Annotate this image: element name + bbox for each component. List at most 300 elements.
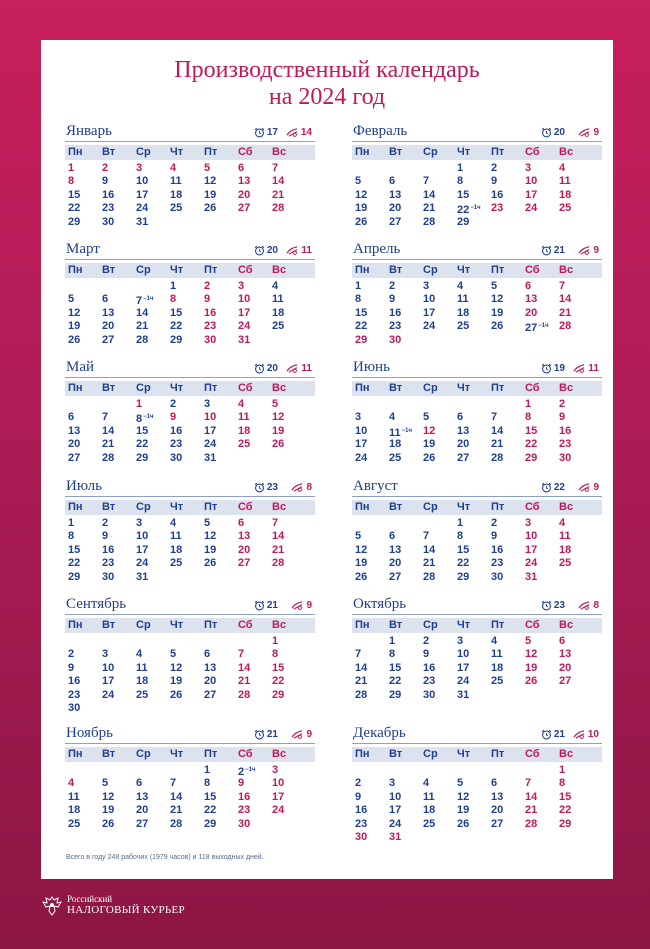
day-cell [420,216,454,229]
day-number: 20 [389,557,402,570]
day-number: 3 [102,648,109,661]
alarm-clock-icon [254,482,265,493]
day-number: 13 [204,661,217,674]
day-number: 27 [102,333,115,346]
day-cell [201,398,235,411]
weekday-label: Пт [491,146,505,158]
days-off-stat [578,600,599,611]
day-cell [133,307,167,320]
day-cell [352,320,386,333]
weekday-label: Ср [136,382,151,394]
day-number: 2 [491,517,498,529]
day-number: 23 [68,688,81,701]
day-cell [65,571,99,584]
day-number: 6 [491,777,498,790]
sunbed-icon [578,245,591,256]
day-cell [488,411,522,424]
day-cell [235,662,269,675]
day-cell [133,411,167,424]
day-number: 11 [238,411,250,424]
day-number: 3 [423,280,430,292]
weekday-label: Вт [102,382,116,394]
day-cell [488,557,522,570]
day-number: 12 [423,424,436,437]
day-number: 15 [525,424,538,437]
day-cell [133,320,167,333]
title-line-1: Производственный календарь [174,57,480,83]
day-number: 15 [170,306,183,319]
weekday-label: Вт [389,748,403,760]
days-off-count: 11 [588,363,599,374]
day-cell [352,175,386,188]
weekday-header-row [352,263,602,278]
day-cell [556,452,590,465]
sunbed-icon [286,363,299,374]
day-cell [556,175,590,188]
page-title [41,57,613,111]
day-cell [386,452,420,465]
weekday-label: Пн [68,619,83,631]
day-cell [420,175,454,188]
day-cell [99,162,133,175]
day-number: 7 [423,175,430,188]
weekday-header-row [65,381,315,396]
day-cell [201,452,235,465]
day-number: 25 [136,688,149,701]
weekday-label: Пн [355,619,370,631]
day-number: 24 [355,451,368,464]
day-number: 17 [136,543,149,556]
day-cell [522,544,556,557]
days-off-stat [291,729,312,740]
day-cell [556,398,590,411]
day-cell [201,675,235,688]
day-number: 4 [423,777,430,790]
day-number: 20 [389,202,402,215]
day-cell [235,804,269,817]
day-cell [133,675,167,688]
day-number: 2 [238,766,245,778]
weekday-label: Сб [525,748,540,760]
day-number: 5 [204,162,211,174]
empty-cell [133,635,167,648]
day-number: 17 [389,804,402,817]
day-cell [133,648,167,661]
working-days-stat [541,245,565,256]
empty-cell [454,764,488,777]
days-off-count: 9 [306,729,312,740]
day-number: 27 [389,570,402,583]
day-cell [99,557,133,570]
day-cell [488,662,522,675]
day-number: 23 [491,557,504,570]
day-cell [133,438,167,451]
day-number: 26 [102,817,115,830]
working-days-count: 23 [266,482,278,493]
day-number: 3 [525,517,532,529]
day-cell [352,544,386,557]
month-name: Декабрь [353,725,406,741]
weekday-label: Ср [423,748,438,760]
day-number: 1 [272,635,279,647]
day-number: 8 [170,293,177,306]
day-cell [352,648,386,661]
day-cell [269,398,303,411]
day-number: 19 [170,675,183,688]
day-cell [269,320,303,333]
day-cell [269,764,303,777]
weekday-label: Пн [355,146,370,158]
day-cell [133,202,167,215]
day-number: 11 [136,661,148,674]
day-number: 16 [170,424,183,437]
day-number: 3 [136,517,143,529]
month-name: Август [353,478,398,494]
day-cell [99,293,133,306]
day-number: 17 [238,306,251,319]
day-cell [352,280,386,293]
weekday-label: Вс [559,501,574,513]
day-cell [386,280,420,293]
day-number: 17 [204,424,217,437]
day-number: 19 [355,557,368,570]
day-cell [133,517,167,530]
day-number: 17 [272,790,285,803]
day-number: 15 [68,188,81,201]
day-cell [522,293,556,306]
day-cell [167,307,201,320]
day-cell [133,791,167,804]
days-off-stat [291,482,312,493]
day-cell [488,818,522,831]
day-number: 30 [491,570,504,583]
day-number: 25 [389,451,402,464]
month-header [65,241,315,260]
sunbed-icon [286,127,299,138]
day-cell [167,280,201,293]
day-cell [65,818,99,831]
day-cell [269,411,303,424]
weekday-label: Сб [238,382,253,394]
empty-cell [167,764,201,777]
day-cell [99,544,133,557]
day-cell [522,648,556,661]
day-cell [167,557,201,570]
day-cell [65,517,99,530]
day-cell [556,544,590,557]
weekday-label: Вс [559,619,574,631]
day-number: 9 [238,777,245,790]
day-cell [235,320,269,333]
day-cell [235,398,269,411]
day-cell [488,189,522,202]
day-cell [235,307,269,320]
day-cell [167,452,201,465]
day-cell [65,777,99,790]
logo-line-2: НАЛОГОВЫЙ КУРЬЕР [67,904,185,916]
day-number: 10 [389,790,402,803]
day-number: 18 [136,675,149,688]
day-cell [420,320,454,333]
sunbed-icon [291,600,304,611]
day-cell [133,162,167,175]
day-cell [522,307,556,320]
weekday-label: Пт [204,501,218,513]
day-number: 25 [272,320,285,333]
day-cell [201,438,235,451]
weekday-label: Пт [204,619,218,631]
day-number: 7 [136,295,143,308]
day-number: 25 [491,675,504,688]
weekday-label: Вс [272,146,287,158]
month-block [352,725,602,843]
day-cell [269,530,303,543]
day-number: 26 [204,557,217,570]
day-number: 30 [389,333,402,346]
day-number: 3 [136,162,143,174]
title-line-2: на 2024 год [268,84,386,110]
empty-cell [522,764,556,777]
day-number: 31 [136,215,149,228]
day-cell [352,831,386,844]
empty-cell [352,764,386,777]
day-number: 21 [525,804,538,817]
day-number: 29 [457,215,470,228]
month-header [352,478,602,497]
day-number: 23 [389,320,402,333]
weekday-label: Вт [102,501,116,513]
day-number: 29 [355,333,368,346]
alarm-clock-icon [254,600,265,611]
day-cell [99,411,133,424]
day-number: 8 [525,411,532,424]
day-cell [386,689,420,702]
weekday-label: Пт [204,264,218,276]
working-days-count: 17 [266,127,278,138]
day-number: 13 [525,293,538,306]
day-number: 30 [355,830,368,843]
day-cell [488,571,522,584]
day-number: 2 [389,280,396,292]
days-off-count: 10 [587,729,599,740]
day-number: 29 [170,333,183,346]
day-cell [269,557,303,570]
day-cell [133,189,167,202]
day-cell [522,571,556,584]
day-number: 27 [559,675,572,688]
day-cell [65,293,99,306]
day-number: 12 [491,293,504,306]
day-number: 4 [272,280,279,292]
day-cell [352,438,386,451]
day-number: 23 [170,438,183,451]
day-cell [386,334,420,347]
day-cell [420,648,454,661]
weekday-label: Чт [457,382,471,394]
day-number: 16 [102,543,115,556]
short-day-note: −1ч [143,414,154,421]
day-cell [65,411,99,424]
day-number: 16 [238,790,251,803]
day-cell [201,202,235,215]
weekday-label: Пт [491,501,505,513]
month-block [65,725,315,837]
weekday-label: Сб [238,146,253,158]
day-number: 28 [423,215,436,228]
day-number: 14 [423,543,436,556]
day-cell [201,307,235,320]
day-number: 26 [491,320,504,333]
empty-cell [65,764,99,777]
day-cell [522,662,556,675]
day-number: 10 [272,777,285,790]
day-number: 27 [136,817,149,830]
day-cell [99,662,133,675]
day-number: 6 [559,635,566,647]
day-cell [386,648,420,661]
day-number: 18 [389,438,402,451]
day-number: 15 [559,790,572,803]
day-number: 23 [423,675,436,688]
day-number: 7 [525,777,532,790]
day-cell [167,517,201,530]
month-name: Октябрь [353,596,407,612]
day-cell [133,175,167,188]
day-cell [133,544,167,557]
days-off-count: 11 [301,363,312,374]
alarm-clock-icon [254,729,265,740]
day-cell [386,307,420,320]
day-number: 6 [389,530,396,543]
day-number: 22 [559,804,572,817]
day-number: 25 [238,438,251,451]
day-cell [65,689,99,702]
day-cell [269,280,303,293]
weekday-label: Чт [170,748,184,760]
month-header [352,725,602,744]
working-days-stat [254,729,278,740]
day-number: 24 [136,557,149,570]
day-cell [352,791,386,804]
day-number: 11 [457,293,469,306]
sunbed-icon [573,729,586,740]
day-number: 13 [238,530,251,543]
day-number: 21 [102,438,115,451]
day-number: 17 [457,661,470,674]
day-cell [454,438,488,451]
day-cell [235,517,269,530]
working-days-count: 19 [553,363,565,374]
day-cell [454,175,488,188]
day-cell [420,307,454,320]
empty-cell [488,764,522,777]
day-number: 12 [204,175,217,188]
day-cell [522,438,556,451]
day-cell [133,804,167,817]
day-cell [99,804,133,817]
day-cell [420,635,454,648]
day-number: 23 [491,202,504,215]
day-number: 1 [457,517,464,529]
days-off-count: 8 [593,600,599,611]
day-cell [269,648,303,661]
day-cell [235,689,269,702]
day-cell [167,438,201,451]
working-days-count: 21 [553,729,565,740]
day-number: 10 [457,648,470,661]
day-cell [556,438,590,451]
weekday-label: Чт [457,264,471,276]
days-grid [352,764,602,844]
weekday-label: Вт [389,264,403,276]
day-number: 1 [559,764,566,776]
day-cell [201,280,235,293]
empty-cell [386,517,420,530]
day-cell [522,777,556,790]
day-number: 8 [68,530,75,543]
days-off-stat [578,245,599,256]
eagle-emblem-icon [42,895,62,917]
day-number: 9 [491,175,498,188]
empty-cell [386,398,420,411]
day-number: 29 [525,451,538,464]
day-cell [133,425,167,438]
month-block [65,478,315,590]
day-cell [235,425,269,438]
day-number: 17 [355,438,368,451]
day-number: 19 [355,202,368,215]
day-number: 13 [559,648,572,661]
day-number: 12 [355,188,368,201]
day-cell [454,307,488,320]
month-header [65,359,315,378]
day-number: 1 [457,162,464,174]
day-cell [386,216,420,229]
weekday-label: Вс [559,146,574,158]
day-cell [556,791,590,804]
day-number: 18 [170,543,183,556]
day-number: 13 [389,188,402,201]
day-cell [352,804,386,817]
weekday-label: Сб [525,501,540,513]
day-cell [235,818,269,831]
working-days-stat [254,245,278,256]
day-cell [522,411,556,424]
month-header [352,241,602,260]
day-number: 4 [238,398,245,410]
day-cell [454,216,488,229]
day-number: 30 [559,451,572,464]
weekday-label: Пн [355,264,370,276]
day-number: 11 [559,530,571,543]
day-cell [65,320,99,333]
day-number: 22 [389,675,402,688]
day-number: 23 [355,817,368,830]
day-number: 14 [559,293,572,306]
day-cell [99,334,133,347]
day-number: 14 [355,661,368,674]
day-cell [386,293,420,306]
weekday-label: Ср [136,501,151,513]
day-number: 5 [102,777,109,790]
day-cell [386,831,420,844]
weekday-label: Пт [491,382,505,394]
day-number: 14 [238,661,251,674]
day-number: 16 [68,675,81,688]
day-cell [488,307,522,320]
day-cell [235,764,269,777]
day-number: 27 [491,817,504,830]
